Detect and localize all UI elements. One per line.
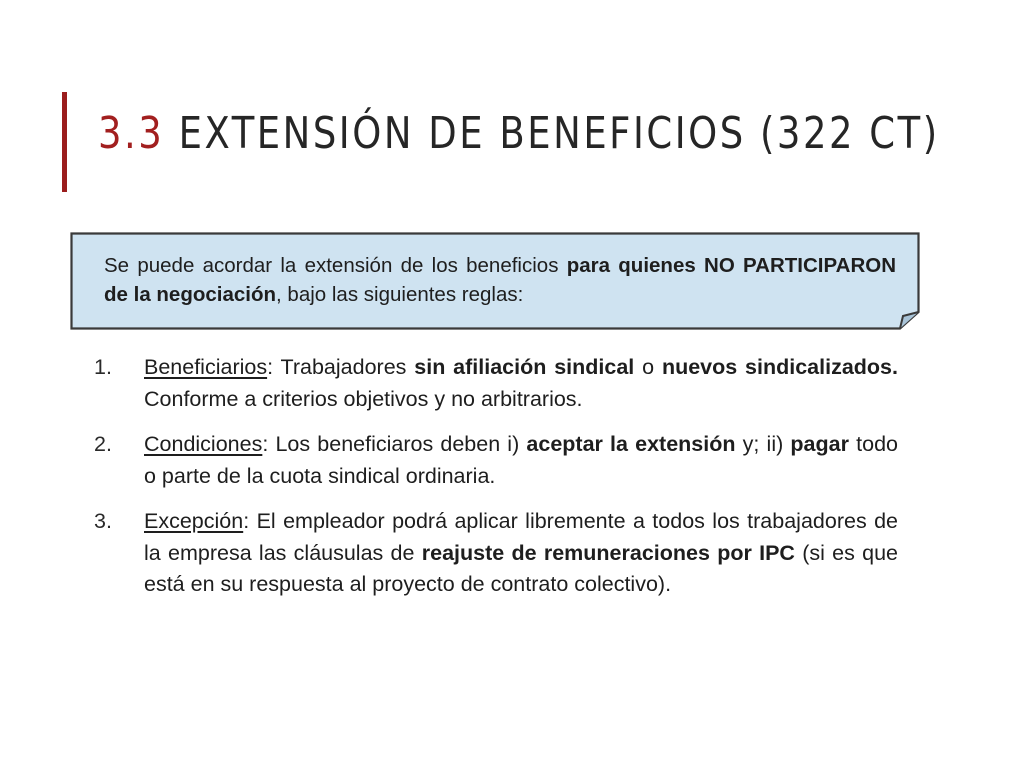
rule-bold: aceptar la extensión	[526, 432, 736, 456]
callout-text-part: , bajo las siguientes reglas:	[276, 283, 524, 306]
callout-bold-phrase: para quienes NO PARTICIPARON de la negociación	[104, 254, 897, 306]
rule-text: o	[634, 355, 662, 379]
rule-text: : Los beneficiaros deben i)	[262, 432, 527, 456]
rule-bold: nuevos sindicalizados.	[661, 355, 898, 379]
rule-term: Excepción	[144, 509, 244, 533]
callout-text	[104, 251, 896, 309]
title-number: 3.3	[98, 108, 165, 159]
rule-condiciones	[92, 429, 898, 492]
rule-term: Beneficiarios	[144, 355, 268, 379]
callout-text-part: Se puede acordar la extensión de los beneficios	[104, 254, 567, 277]
callout-box	[70, 232, 920, 330]
rule-number: 3.	[94, 509, 112, 533]
title-accent-bar	[62, 92, 67, 192]
rule-number: 2.	[94, 432, 112, 456]
title-text: EXTENSIÓN DE BENEFICIOS (322 CT)	[178, 108, 940, 159]
rule-bold: sin afiliación sindical	[414, 355, 635, 379]
rule-text: : Trabajadores	[267, 355, 415, 379]
rule-bold: reajuste de remuneraciones por IPC	[421, 540, 795, 565]
rule-number: 1.	[94, 355, 112, 379]
rule-text: y; ii)	[735, 432, 791, 456]
slide-title	[98, 108, 940, 159]
rule-term: Condiciones	[144, 432, 263, 456]
rule-beneficiarios	[92, 352, 898, 415]
rule-text: todo o parte de la cuota sindical ordinaria.	[144, 432, 898, 488]
rule-bold: pagar	[790, 432, 849, 456]
rule-excepcion	[92, 506, 898, 601]
rule-text: (si es que está en su respuesta al proyecto de contrato colectivo).	[144, 540, 898, 596]
rules-list	[92, 352, 898, 615]
rule-text: : El empleador podrá aplicar libremente a todos los trabajadores de la empresa las cláusulas de	[144, 509, 898, 565]
rule-text: Conforme a criterios objetivos y no arbitrarios.	[144, 386, 583, 411]
